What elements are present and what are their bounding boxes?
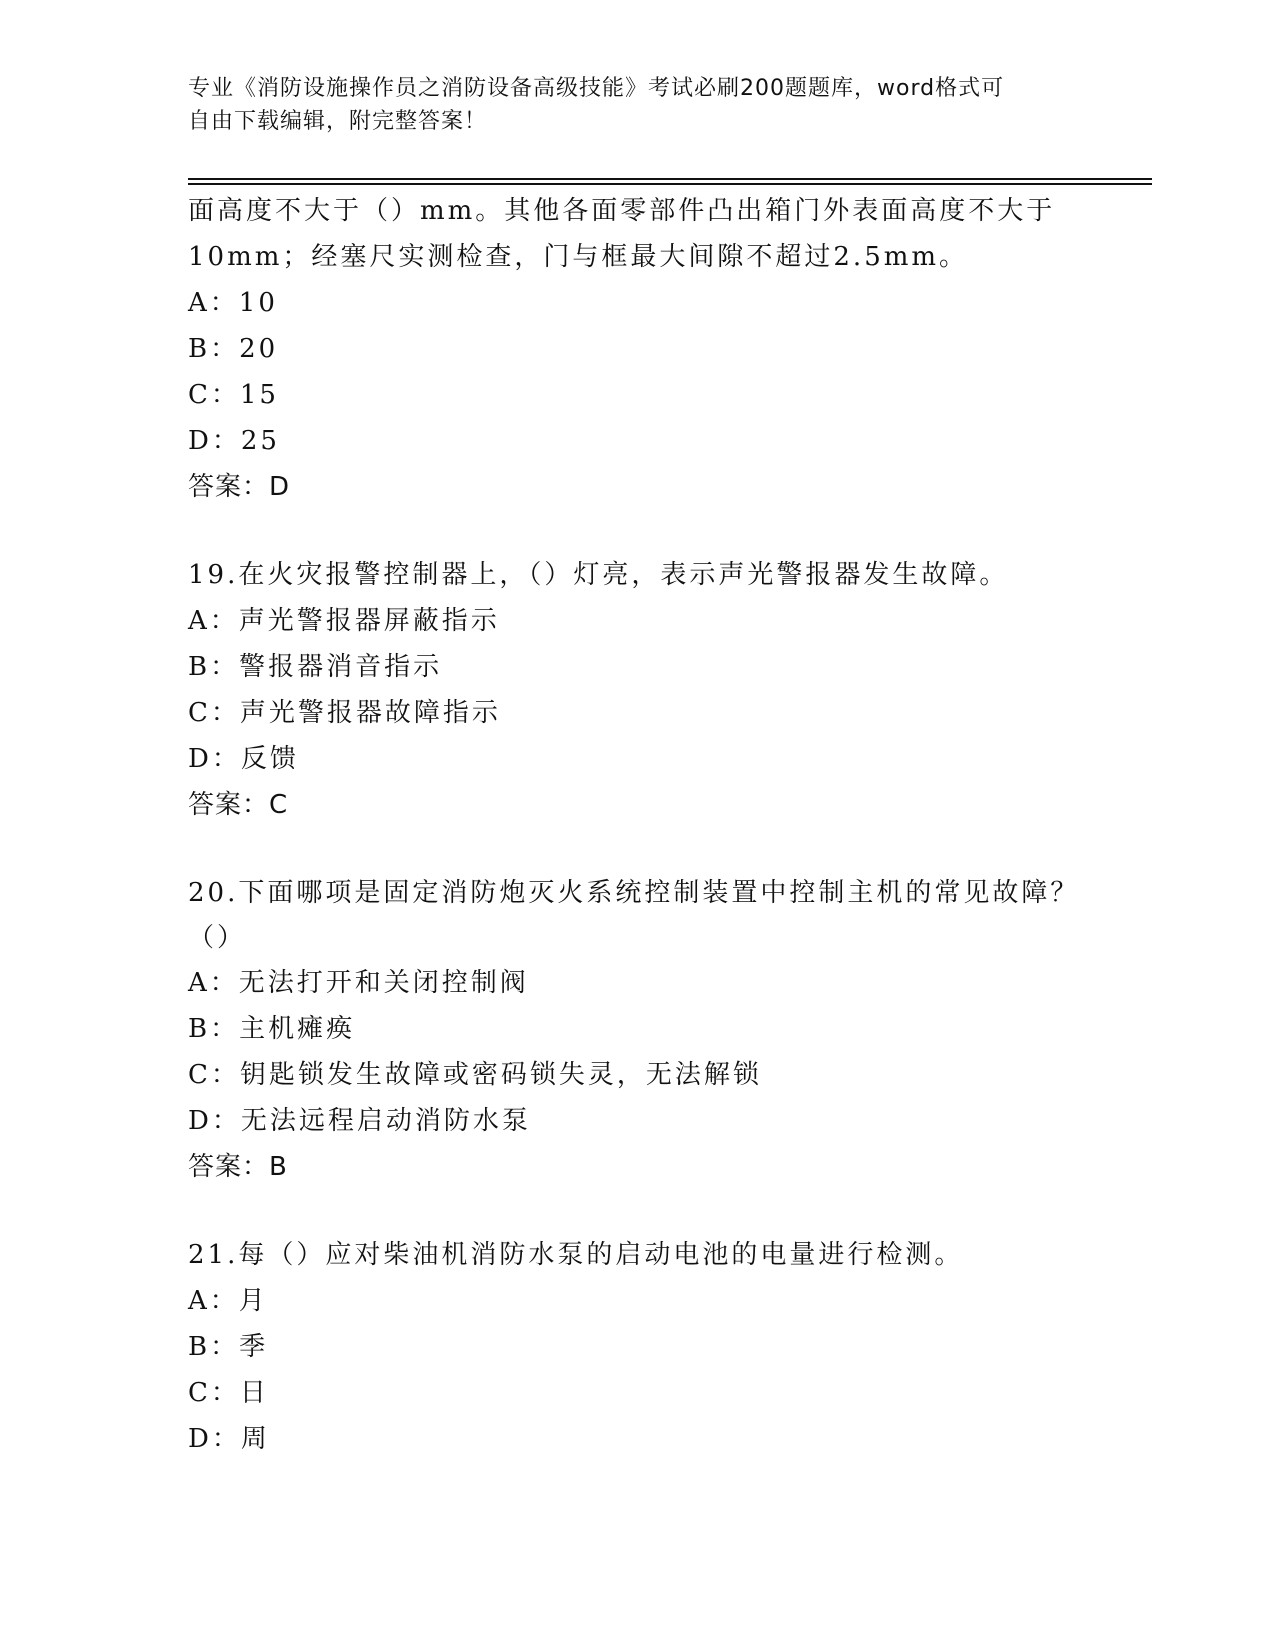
option-c: C：日: [188, 1378, 269, 1408]
header-line-1: 专业《消防设施操作员之消防设备高级技能》考试必刷200题题库，word格式可: [188, 76, 1005, 101]
option-d: D：周: [188, 1424, 270, 1454]
question-stem: 19.在火灾报警控制器上，（）灯亮，表示声光警报器发生故障。: [188, 560, 1009, 590]
option-a: A：无法打开和关闭控制阀: [188, 968, 529, 998]
question-stem: 20.下面哪项是固定消防炮灭火系统控制装置中控制主机的常见故障？: [188, 878, 1080, 908]
question-content: [188, 188, 1088, 1462]
question-19: [188, 552, 1088, 828]
option-a: A：月: [188, 1286, 268, 1316]
header-divider-bottom: [188, 183, 1152, 185]
option-d: D：反馈: [188, 744, 299, 774]
option-d: D：无法远程启动消防水泵: [188, 1106, 531, 1136]
header-divider-top: [188, 178, 1152, 180]
option-c: C：声光警报器故障指示: [188, 698, 501, 728]
question-20: [188, 870, 1088, 1190]
option-a: A：声光警报器屏蔽指示: [188, 606, 500, 636]
option-b: B：主机瘫痪: [188, 1014, 356, 1044]
question-stem-continuation: （）: [188, 923, 247, 953]
option-b: B：20: [188, 334, 279, 364]
question-stem-line: 面高度不大于（）mm。其他各面零部件凸出箱门外表面高度不大于: [188, 196, 1056, 226]
option-a: A：10: [188, 288, 278, 318]
header-line-2: 自由下载编辑，附完整答案！: [188, 109, 488, 134]
option-b: B：季: [188, 1332, 269, 1362]
answer-label: 答案：D: [188, 472, 291, 502]
document-header: [188, 72, 1068, 138]
option-b: B：警报器消音指示: [188, 652, 443, 682]
option-d: D：25: [188, 426, 280, 456]
option-c: C：钥匙锁发生故障或密码锁失灵，无法解锁: [188, 1060, 762, 1090]
question-21: [188, 1232, 1088, 1462]
option-c: C：15: [188, 380, 279, 410]
question-18-continuation: [188, 188, 1088, 510]
question-stem-line: 10mm；经塞尺实测检查，门与框最大间隙不超过2.5mm。: [188, 242, 969, 272]
answer-label: 答案：B: [188, 1152, 288, 1182]
question-stem: 21.每（）应对柴油机消防水泵的启动电池的电量进行检测。: [188, 1240, 964, 1270]
answer-label: 答案：C: [188, 790, 289, 820]
